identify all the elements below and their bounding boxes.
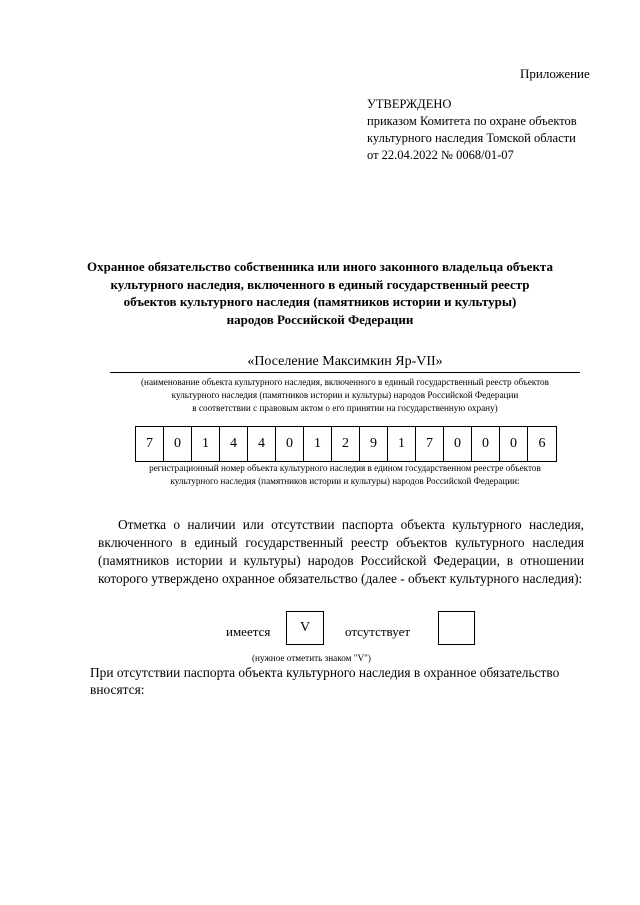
passport-absent-label: отсутствует — [345, 624, 411, 639]
approval-line-date: от 22.04.2022 № 0068/01-07 — [367, 148, 514, 162]
passport-has-label: имеется — [226, 624, 271, 639]
title-line: народов Российской Федерации — [226, 311, 414, 327]
title-line: Охранное обязательство собственника или иного законного владельца объекта — [87, 259, 553, 274]
title-line: объектов культурного наследия (памятников истории и культуры) — [123, 294, 517, 309]
reg-digit: 9 — [360, 427, 388, 461]
approval-block — [367, 96, 577, 164]
final-paragraph: При отсутствии паспорта объекта культурного наследия в охранное обязательство вносятся: — [90, 665, 560, 697]
passport-has-mark: V — [299, 620, 311, 635]
passport-paragraph — [98, 516, 584, 588]
caption-line: в соответствии с правовым актом о его принятии на государственную охрану) — [192, 403, 498, 413]
reg-digit: 0 — [472, 427, 500, 461]
reg-digit: 1 — [388, 427, 416, 461]
reg-digit: 7 — [136, 427, 164, 461]
reg-digit: 0 — [500, 427, 528, 461]
reg-digit: 1 — [192, 427, 220, 461]
reg-digit: 1 — [304, 427, 332, 461]
approval-line: приказом Комитета по охране объектов — [367, 114, 577, 128]
passport-has-checkbox[interactable] — [286, 611, 324, 645]
reg-digit: 0 — [444, 427, 472, 461]
reg-digit: 2 — [332, 427, 360, 461]
caption-line: регистрационный номер объекта культурного наследия в едином государственном реестре объектов — [149, 463, 541, 473]
reg-digit: 6 — [538, 436, 546, 451]
mark-caption: (нужное отметить знаком "V") — [252, 653, 371, 663]
reg-digit: 0 — [164, 427, 192, 461]
reg-digit: 4 — [220, 427, 248, 461]
approval-line: культурного наследия Томской области — [367, 131, 576, 145]
caption-line: культурного наследия (памятников истории и культуры) народов Российской Федерации: — [170, 476, 520, 486]
reg-digit: 7 — [416, 427, 444, 461]
approval-line-heading: УТВЕРЖДЕНО — [367, 97, 452, 111]
object-name-underline — [110, 372, 580, 373]
registration-caption — [90, 462, 600, 488]
object-name-caption — [90, 376, 600, 415]
title-line: культурного наследия, включенного в единый государственный реестр — [110, 276, 530, 292]
object-name: «Поселение Максимкин Яр-VII» — [247, 354, 443, 369]
reg-digit: 0 — [276, 427, 304, 461]
passport-paragraph-text: Отметка о наличии или отсутствии паспорта объекта культурного наследия, включенного в единый государственный реестр объектов культурного наследия (памятников истории и культуры) народов Российской Федерации, в отношении которого утверждено охранное обязательство (далее - объект культурного наследия): — [98, 517, 584, 586]
caption-line: культурного наследия (памятников истории и культуры) народов Российской Федерации — [171, 390, 519, 400]
caption-line: (наименование объекта культурного наследия, включенного в единый государственный реестр объектов — [141, 377, 549, 387]
reg-digit: 4 — [248, 427, 276, 461]
appendix-label: Приложение — [520, 66, 590, 81]
passport-absent-checkbox[interactable] — [438, 611, 475, 645]
document-title — [60, 258, 580, 328]
registration-number-grid — [135, 426, 557, 462]
